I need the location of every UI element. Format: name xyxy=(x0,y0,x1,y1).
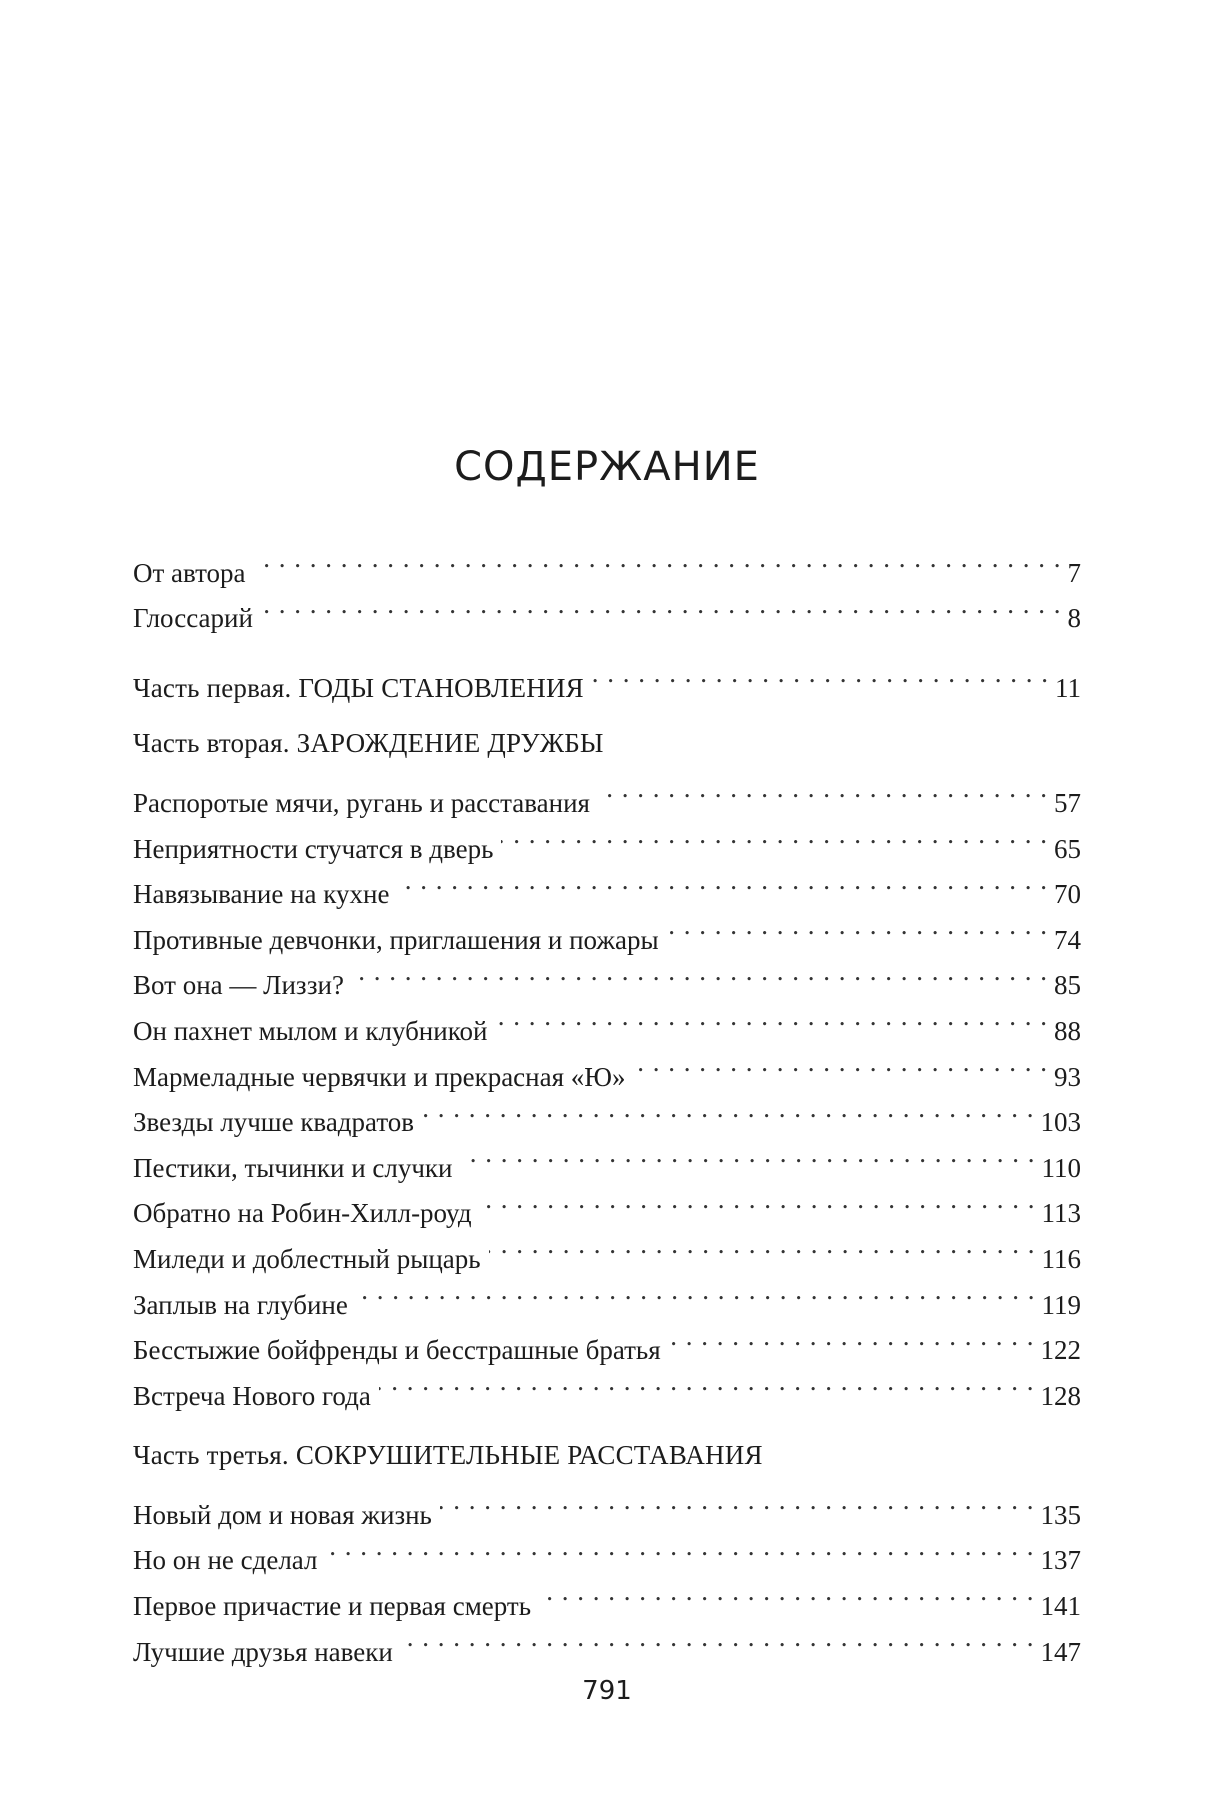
toc-part-page: 11 xyxy=(1055,672,1081,703)
toc-entry-label: Обратно на Робин-Хилл-роуд xyxy=(133,1198,472,1229)
toc-entry-page: 57 xyxy=(1054,787,1081,818)
toc-part-label: Часть третья. СОКРУШИТЕЛЬНЫЕ РАССТАВАНИЯ xyxy=(133,1439,763,1470)
page-number: 791 xyxy=(582,1676,632,1706)
toc-entry-page: 119 xyxy=(1041,1289,1081,1320)
toc-entry-label: Он пахнет мылом и клубникой xyxy=(133,1015,488,1046)
dot-leader xyxy=(254,536,1062,582)
dot-leader xyxy=(352,949,1048,995)
dot-leader xyxy=(326,1524,1035,1570)
part-three-chapter-list xyxy=(133,1478,1081,1667)
toc-entry-label: Пестики, тычинки и случки xyxy=(133,1152,453,1183)
toc-entry xyxy=(133,536,1081,588)
toc-entry-page: 128 xyxy=(1040,1380,1081,1411)
dot-leader xyxy=(598,766,1048,812)
toc-entry-label: Звезды лучше квадратов xyxy=(133,1107,415,1138)
dot-leader xyxy=(539,1569,1034,1615)
toc-entry-label: Миледи и доблестный рыцарь xyxy=(133,1243,481,1274)
dot-leader xyxy=(501,812,1048,858)
toc-part-heading xyxy=(133,1433,1081,1479)
toc-entry-label: Распоротые мячи, ругань и расставания xyxy=(133,787,590,818)
toc-entry-label: Вот она — Лиззи? xyxy=(133,970,344,1001)
toc-entry-page: 8 xyxy=(1067,603,1081,634)
toc-entry-page: 135 xyxy=(1040,1499,1081,1530)
toc-entry-label: Лучшие друзья навеки xyxy=(133,1636,393,1667)
toc-entry-label: Новый дом и новая жизнь xyxy=(133,1499,432,1530)
toc-entry-page: 147 xyxy=(1040,1636,1081,1667)
dot-leader xyxy=(480,1177,1036,1223)
table-of-contents xyxy=(133,536,1081,1667)
toc-entry-label: Встреча Нового года xyxy=(133,1380,371,1411)
toc-entry-page: 113 xyxy=(1041,1198,1081,1229)
page-title: СОДЕРЖАНИЕ xyxy=(454,444,760,490)
dot-leader xyxy=(440,1478,1035,1524)
dot-leader xyxy=(261,582,1062,628)
toc-entry-label: Заплыв на глубине xyxy=(133,1289,348,1320)
dot-leader xyxy=(397,858,1048,904)
toc-entry xyxy=(133,582,1081,634)
toc-entry-label: От автора xyxy=(133,557,246,588)
dot-leader xyxy=(422,1086,1034,1132)
toc-entry-label: Неприятности стучатся в дверь xyxy=(133,833,494,864)
toc-entry-page: 116 xyxy=(1041,1243,1081,1274)
dot-leader xyxy=(495,994,1048,1040)
toc-part-label: Часть первая. ГОДЫ СТАНОВЛЕНИЯ xyxy=(133,672,584,703)
section-gap xyxy=(133,627,1081,651)
part-two-chapter-list xyxy=(133,766,1081,1411)
dot-leader xyxy=(356,1268,1036,1314)
toc-entry-page: 110 xyxy=(1041,1152,1081,1183)
toc-entry-label: Но он не сделал xyxy=(133,1545,318,1576)
toc-entry-label: Навязывание на кухне xyxy=(133,879,390,910)
toc-entry-page: 7 xyxy=(1067,557,1081,588)
toc-entry-page: 93 xyxy=(1054,1061,1081,1092)
toc-entry-page: 103 xyxy=(1040,1107,1081,1138)
toc-entry-page: 65 xyxy=(1054,833,1081,864)
toc-entry-page: 74 xyxy=(1054,924,1081,955)
toc-entry-page: 85 xyxy=(1054,970,1081,1001)
toc-entry-label: Первое причастие и первая смерть xyxy=(133,1591,532,1622)
toc-entry-label: Мармеладные червячки и прекрасная «Ю» xyxy=(133,1061,626,1092)
dot-leader xyxy=(401,1615,1035,1661)
dot-leader xyxy=(592,651,1049,697)
toc-entry-page: 122 xyxy=(1040,1335,1081,1366)
toc-entry xyxy=(133,766,1081,818)
dot-leader xyxy=(489,1222,1036,1268)
toc-entry-page: 88 xyxy=(1054,1015,1081,1046)
toc-entry-label: Бесстыжие бойфренды и бесстрашные братья xyxy=(133,1335,661,1366)
toc-entry-label: Противные девчонки, приглашения и пожары xyxy=(133,924,659,955)
dot-leader xyxy=(461,1131,1036,1177)
toc-entry-page: 137 xyxy=(1040,1545,1081,1576)
toc-part-heading xyxy=(133,721,1081,767)
dot-leader xyxy=(669,1314,1035,1360)
toc-entry-label: Глоссарий xyxy=(133,603,253,634)
dot-leader xyxy=(667,903,1048,949)
toc-part-label: Часть вторая. ЗАРОЖДЕНИЕ ДРУЖБЫ xyxy=(133,727,604,758)
toc-entry-page: 141 xyxy=(1040,1591,1081,1622)
toc-entry xyxy=(133,1478,1081,1530)
dot-leader xyxy=(379,1359,1035,1405)
dot-leader xyxy=(634,1040,1048,1086)
toc-entry-page: 70 xyxy=(1054,879,1081,910)
toc-part-heading xyxy=(133,651,1081,703)
